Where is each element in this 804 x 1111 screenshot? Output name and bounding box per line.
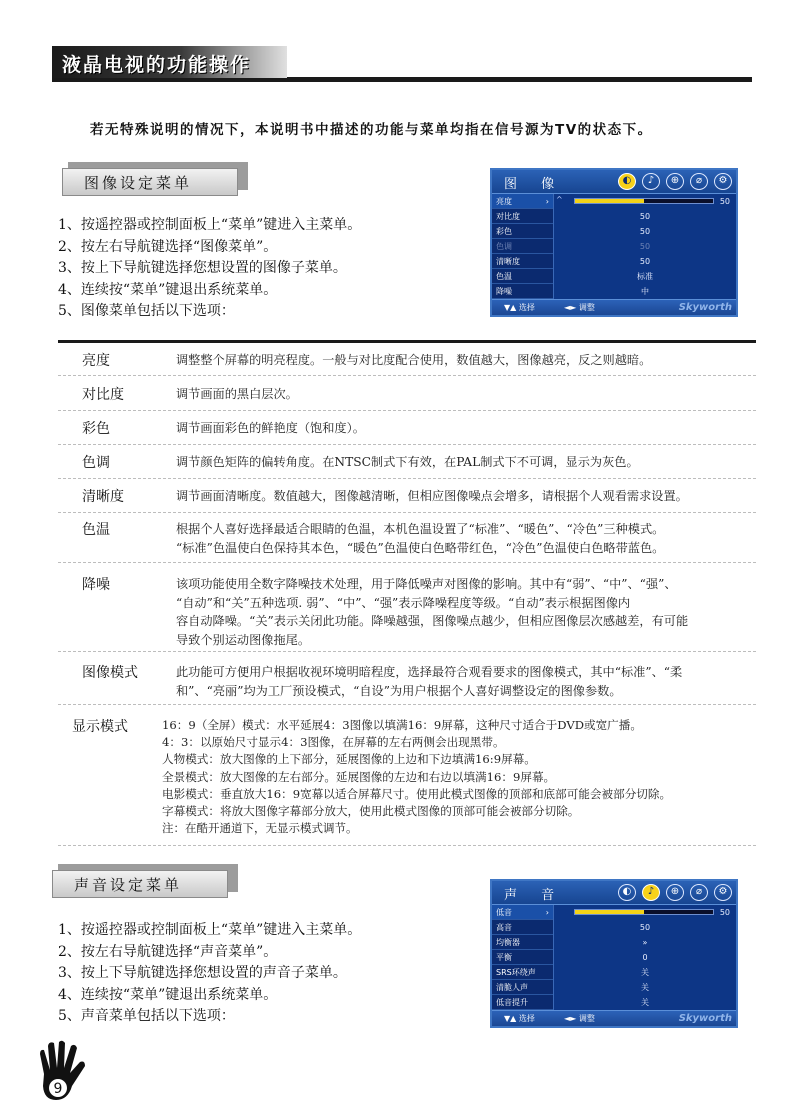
globe-icon[interactable]: ⊕ (666, 173, 684, 190)
osd-item[interactable]: 对比度 (492, 209, 553, 224)
page-title: 液晶电视的功能操作 (62, 54, 252, 76)
picture-icon[interactable]: ◐ (618, 884, 636, 901)
osd-value: 标准 (637, 272, 653, 281)
wrench-icon[interactable]: ⌀ (690, 884, 708, 901)
definition-term: 亮度 (82, 353, 110, 369)
osd-value: 50 (639, 257, 651, 266)
chevron-right-icon: › (545, 908, 549, 917)
step-item: 5、声音菜单包括以下选项： (58, 1008, 235, 1024)
osd-item[interactable]: 清晰度 (492, 254, 553, 269)
osd-item[interactable]: SRS环绕声 (492, 965, 553, 980)
osd-item-list (492, 194, 554, 299)
globe-icon[interactable]: ⊕ (666, 884, 684, 901)
osd-title-bar (492, 881, 736, 905)
definition-term: 色调 (82, 455, 110, 471)
osd-hint-adjust: ◄► 调整 (564, 303, 595, 312)
osd-item[interactable]: 高音 (492, 920, 553, 935)
osd-bar-value: 50 (719, 908, 730, 917)
osd-item[interactable]: 低音 › (492, 905, 553, 920)
step-item: 2、按左右导航键选择“图像菜单”。 (58, 238, 278, 255)
osd-value: 关 (641, 998, 649, 1007)
definition-row (58, 519, 756, 563)
osd-icon-row (618, 173, 732, 190)
osd-bar-value: 50 (719, 197, 730, 206)
osd-hint-bar (492, 1010, 736, 1026)
step-item: 1、按遥控器或控制面板上“菜单”键进入主菜单。 (58, 922, 362, 938)
definition-term: 色温 (82, 522, 110, 538)
definition-term: 清晰度 (82, 489, 124, 505)
definition-row (58, 574, 756, 652)
osd-hint-select: ▼▲ 选择 (504, 1014, 535, 1023)
definition-row (58, 384, 756, 411)
definition-desc: 调节画面彩色的鲜艳度（饱和度）。 (176, 421, 365, 435)
sound-icon[interactable]: ♪ (642, 884, 660, 901)
picture-icon[interactable]: ◐ (618, 173, 636, 190)
definition-row (58, 418, 756, 445)
osd-value: 50 (639, 242, 651, 251)
step-item: 4、连续按“菜单”键退出系统菜单。 (58, 986, 278, 1003)
osd-hint-adjust: ◄► 调整 (564, 1014, 595, 1023)
osd-item[interactable]: 均衡器 (492, 935, 553, 950)
definition-term: 显示模式 (72, 719, 128, 735)
brand-logo: Skyworth (678, 1013, 732, 1024)
definition-row (58, 452, 756, 479)
hand-icon (34, 1040, 90, 1104)
osd-level-bar[interactable] (574, 198, 714, 204)
sound-steps (58, 920, 361, 1028)
section-tab-label: 图像设定菜单 (84, 174, 193, 192)
definition-term: 对比度 (82, 387, 124, 403)
osd-value: 50 (639, 227, 651, 236)
definition-term: 彩色 (82, 421, 110, 437)
osd-value: 中 (641, 287, 649, 296)
definition-desc: 16：9（全屏）模式：水平延展4：3图像以填满16：9屏幕，这种尺寸适合于DVD或宽广播。 4：3：以原始尺寸显示4：3图像，在屏幕的左右两侧会出现黑带。 人物模式：放大图像的上下部分，延展图像的上边和下边填满16:9屏幕。 全景模式：放大图像的左右部分。延展图像的左边和右边以填满16：9屏幕。 电影模式：垂直放大16：9宽幕以适合屏幕尺寸。使用此模式图像的顶部和底部可能会被部分切除。 字幕模式：将放大图像字幕部分放大，使用此模式图像的顶部可能会被部分切除。 注：在酷开通道下，无显示模式调节。 (162, 718, 672, 836)
chevron-up-icon: ^ (556, 195, 563, 204)
definition-term: 降噪 (82, 577, 110, 593)
osd-value: » (642, 938, 648, 947)
osd-item[interactable]: 彩色 (492, 224, 553, 239)
osd-title: 声 音 (504, 888, 565, 903)
step-item: 1、按遥控器或控制面板上“菜单”键进入主菜单。 (58, 217, 362, 233)
settings-icon[interactable]: ⚙ (714, 884, 732, 901)
section-tab-sound (52, 870, 238, 898)
definition-desc: 调节颜色矩阵的偏转角度。在NTSC制式下有效，在PAL制式下不可调，显示为灰色。 (176, 455, 639, 469)
page-number-badge (34, 1040, 90, 1104)
wrench-icon[interactable]: ⌀ (690, 173, 708, 190)
definition-term: 图像模式 (82, 665, 138, 681)
definition-desc: 调整整个屏幕的明亮程度。一般与对比度配合使用，数值越大，图像越亮，反之则越暗。 (176, 353, 652, 367)
definition-row (58, 350, 756, 376)
intro-text: 若无特殊说明的情况下，本说明书中描述的功能与菜单均指在信号源为TV的状态下。 (90, 122, 653, 138)
definition-desc: 根据个人喜好选择最适合眼睛的色温，本机色温设置了“标准”、“暖色”、“冷色”三种模式。 “标准”色温使白色保持其本色，“暖色”色温使白色略带红色，“冷色”色温使白色略带蓝色。 (176, 522, 665, 555)
osd-item[interactable]: 平衡 (492, 950, 553, 965)
osd-hint-bar (492, 299, 736, 315)
osd-item-list (492, 905, 554, 1010)
sound-osd-menu (490, 879, 738, 1028)
definitions-top-rule (58, 340, 756, 343)
osd-value: 50 (639, 212, 651, 221)
definition-desc: 此功能可方便用户根据收视环境明暗程度，选择最符合观看要求的图像模式，其中“标准”、“柔 和”、“亮丽”均为工厂预设模式，“自设”为用户根据个人喜好调整设定的图像参数。 (176, 665, 683, 698)
definition-desc: 调节画面清晰度。数值越大，图像越清晰，但相应图像噪点会增多，请根据个人观看需求设置。 (176, 489, 688, 503)
step-item: 5、图像菜单包括以下选项： (58, 303, 235, 319)
brand-logo: Skyworth (678, 302, 732, 313)
osd-item[interactable]: 降噪 (492, 284, 553, 299)
page-header (52, 46, 752, 82)
picture-osd-menu (490, 168, 738, 317)
osd-bar-fill (575, 199, 644, 203)
definition-desc: 调节画面的黑白层次。 (176, 387, 298, 401)
settings-icon[interactable]: ⚙ (714, 173, 732, 190)
step-item: 3、按上下导航键选择您想设置的图像子菜单。 (58, 260, 347, 276)
step-item: 3、按上下导航键选择您想设置的声音子菜单。 (58, 965, 347, 981)
osd-value: 关 (641, 968, 649, 977)
osd-icon-row (618, 884, 732, 901)
step-item: 4、连续按“菜单”键退出系统菜单。 (58, 281, 278, 298)
definition-row (58, 662, 756, 705)
picture-steps (58, 215, 361, 323)
osd-title: 图 像 (504, 177, 565, 192)
osd-hint-select: ▼▲ 选择 (504, 303, 535, 312)
osd-bar-fill (575, 910, 644, 914)
chevron-right-icon: › (545, 197, 549, 206)
osd-level-bar[interactable] (574, 909, 714, 915)
step-item: 2、按左右导航键选择“声音菜单”。 (58, 943, 278, 960)
definition-desc: 该项功能使用全数字降噪技术处理，用于降低噪声对图像的影响。其中有“弱”、“中”、“强”、 “自动”和“关”五种选项. 弱”、“中”、“强”表示降噪程度等级。“自动”表示根据图像内 容自动降噪。“关”表示关闭此功能。降噪越强，图像噪点越少，但相应图像层次感越差，有可能 导致个别运动图像拖尾。 (176, 577, 689, 647)
definition-row (58, 486, 756, 513)
section-tab-label: 声音设定菜单 (74, 876, 183, 894)
osd-value: 50 (639, 923, 651, 932)
definitions-bottom-rule (58, 845, 756, 846)
osd-value-list (554, 905, 736, 1010)
osd-value: 0 (642, 953, 648, 962)
section-tab-picture (62, 168, 248, 196)
osd-value: 关 (641, 983, 649, 992)
page-number: 9 (53, 1081, 63, 1097)
osd-value-list (554, 194, 736, 299)
osd-item[interactable]: 亮度 › (492, 194, 553, 209)
osd-item[interactable]: 色调 (492, 239, 553, 254)
osd-item[interactable]: 色温 (492, 269, 553, 284)
osd-title-bar (492, 170, 736, 194)
sound-icon[interactable]: ♪ (642, 173, 660, 190)
osd-item[interactable]: 低音提升 (492, 995, 553, 1010)
osd-item[interactable]: 清脆人声 (492, 980, 553, 995)
